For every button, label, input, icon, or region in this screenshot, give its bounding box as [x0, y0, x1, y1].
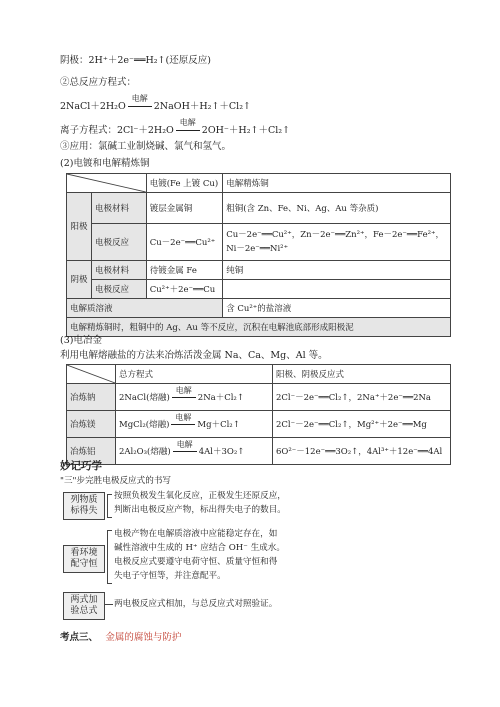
electrolysis-label: 电解	[175, 413, 192, 422]
row-magnesium-name: 冶炼镁	[67, 411, 116, 438]
step3-box: 两式加 验总式	[63, 592, 105, 620]
step3-text1: 两电极反应式相加，与总反应式对照验证。	[114, 599, 278, 609]
metallurgy-table	[66, 364, 451, 465]
anode-reaction-refining	[223, 224, 451, 261]
table2-corner	[67, 365, 116, 384]
row-aluminum-total	[116, 438, 273, 465]
cathode-material-label: 电极材料	[92, 261, 147, 280]
section3-number: 考点三、	[60, 632, 99, 643]
row-sodium-total-left: 2NaCl(熔融)	[119, 393, 170, 403]
cathode-reaction-refining	[223, 280, 451, 299]
anode-material-label: 电极材料	[92, 193, 147, 224]
solution-label: 电解质溶液	[67, 299, 223, 318]
cathode-reaction-label: 电极反应	[92, 280, 147, 299]
step1-text2: 判断出电极反应产物，标出得失电子的数目。	[114, 505, 286, 515]
tips-title: 妙记巧学	[60, 460, 102, 472]
electrolysis-label: 电解	[176, 440, 193, 449]
anode-label: 阳极	[67, 193, 92, 261]
metallurgy-desc: 利用电解熔融盐的方法来冶炼活泼金属 Na、Ca、Mg、Al 等。	[60, 350, 328, 361]
application-line: ③应用：氯碱工业制烧碱、氯气和氢气。	[60, 141, 232, 152]
anode-reaction-refining-line1: Cu－2e⁻══Cu²⁺，Zn－2e⁻══Zn²⁺，Fe－2e⁻══Fe²⁺，	[226, 230, 444, 240]
step2-text2: 碱性溶液中生成的 H⁺ 应结合 OH⁻ 生成水。	[114, 543, 285, 553]
row-magnesium-total-left: MgCl₂(熔融)	[119, 420, 170, 430]
step2-text3: 电极反应式要遵守电荷守恒、质量守恒和得	[114, 557, 278, 567]
electrolysis-label: 电解	[175, 386, 192, 395]
anode-reaction-refining-line2: Ni－2e⁻══Ni²⁺	[226, 244, 289, 254]
total-equation-right: 2NaOH＋H₂↑＋Cl₂↑	[153, 101, 251, 112]
step2-box: 看环境 配守恒	[63, 545, 105, 573]
cathode-reaction-plating: Cu²⁺＋2e⁻══Cu	[146, 280, 222, 299]
cathode-reaction: 阴极：2H⁺＋2e⁻══H₂↑(还原反应)	[60, 55, 211, 66]
section3-title: 金属的腐蚀与防护	[105, 632, 182, 643]
plating-refining-table	[66, 173, 451, 337]
anode-reaction-plating: Cu－2e⁻══Cu²⁺	[146, 224, 222, 261]
ion-equation	[60, 118, 291, 137]
total-equation	[60, 94, 251, 113]
table2-header-electrode: 阳极、阴极反应式	[273, 365, 451, 384]
step2-text1: 电极产物在电解质溶液中应能稳定存在，如	[114, 529, 278, 539]
ion-equation-right: 2OH⁻＋H₂↑＋Cl₂↑	[201, 125, 291, 136]
section3-heading	[60, 632, 181, 644]
total-equation-left: 2NaCl＋2H₂O	[60, 101, 126, 112]
anode-material-refining: 粗铜(含 Zn、Fe、Ni、Ag、Au 等杂质)	[223, 193, 451, 224]
metallurgy-title: (3)电冶金	[60, 335, 102, 346]
row-aluminum-total-right: 4Al＋3O₂↑	[198, 447, 245, 457]
row-magnesium-electrode: 2Cl⁻－2e⁻══Cl₂↑，Mg²⁺＋2e⁻══Mg	[273, 411, 451, 438]
step1-text1: 按照负极发生氧化反应，正极发生还原反应，	[114, 491, 286, 501]
step1-bracket	[107, 494, 112, 518]
ion-equation-left: 离子方程式：2Cl⁻＋2H₂O	[60, 125, 174, 136]
cathode-label: 阴极	[67, 261, 92, 299]
step2-text4: 失电子守恒等，并注意配平。	[114, 571, 226, 581]
table1-header-plating: 电镀(Fe 上镀 Cu)	[146, 174, 222, 193]
row-aluminum-total-left: 2Al₂O₃(熔融)	[119, 447, 171, 457]
step2-bracket	[107, 530, 112, 584]
cathode-material-plating: 待镀金属 Fe	[146, 261, 222, 280]
row-magnesium-total	[116, 411, 273, 438]
plating-title: (2)电镀和电解精炼铜	[60, 158, 150, 169]
solution-value: 含 Cu²⁺的盐溶液	[223, 299, 451, 318]
row-sodium-total-right: 2Na＋Cl₂↑	[197, 393, 244, 403]
row-sodium-total	[116, 384, 273, 411]
row-sodium-electrode: 2Cl⁻－2e⁻══Cl₂↑，2Na⁺＋2e⁻══2Na	[273, 384, 451, 411]
step1-box: 列物质 标得失	[63, 492, 105, 520]
row-aluminum-electrode: 6O²⁻－12e⁻══3O₂↑，4Al³⁺＋12e⁻══4Al	[273, 438, 451, 465]
electrolysis-label: 电解	[179, 118, 196, 127]
table2-header-total: 总方程式	[116, 365, 273, 384]
cathode-material-refining: 纯铜	[223, 261, 451, 280]
table1-header-refining: 电解精炼铜	[223, 174, 451, 193]
total-reaction-title: ②总反应方程式：	[60, 77, 137, 88]
anode-reaction-label: 电极反应	[92, 224, 147, 261]
row-aluminum-name: 冶炼铝	[67, 438, 116, 465]
tips-subtitle: "三"步完胜电极反应式的书写	[60, 476, 172, 486]
anode-material-plating: 镀层金属铜	[146, 193, 222, 224]
electrolysis-label: 电解	[131, 94, 148, 103]
row-sodium-name: 冶炼钠	[67, 384, 116, 411]
row-magnesium-total-right: Mg＋Cl₂↑	[197, 420, 240, 430]
table1-corner	[67, 174, 147, 193]
step3-connector	[105, 604, 113, 605]
refining-note: 电解精炼铜时，粗铜中的 Ag、Au 等不反应，沉积在电解池底部形成阳极泥	[67, 318, 451, 337]
